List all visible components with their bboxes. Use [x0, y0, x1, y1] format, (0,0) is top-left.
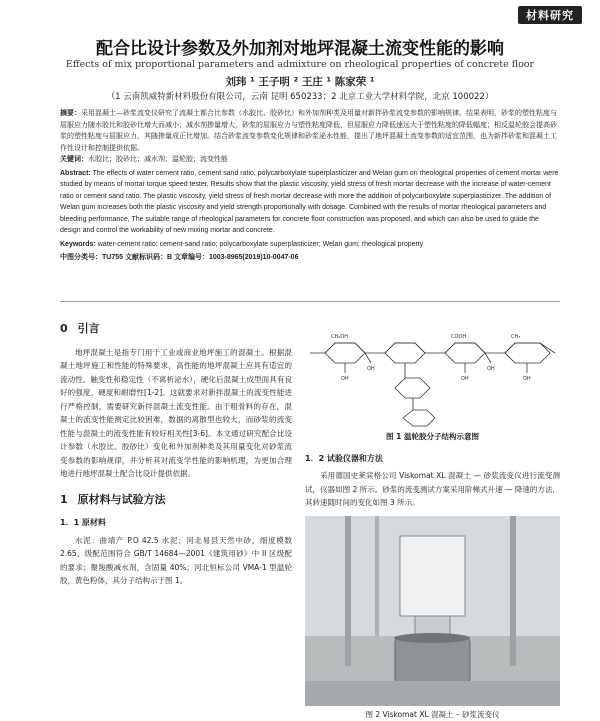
divider — [60, 301, 560, 302]
subsection-1-2-title: 1．2 试验仪器和方法 — [305, 452, 560, 466]
abstract-en — [60, 168, 560, 237]
keywords-zh — [60, 154, 560, 166]
section-0-number: 0 — [60, 322, 68, 335]
keywords-zh-label: 关键词： — [60, 155, 88, 163]
section-1-number: 1 — [60, 493, 68, 506]
section-0-title: 引言 — [78, 322, 100, 335]
intro-paragraph: 地坪混凝土是指专门用于工业或商业地坪施工的混凝土。根据混凝土地坪施工和性能的特殊要求，高性能的地坪混凝土应具有适宜的流动性、触变性和稳定性（不离析泌水），硬化后混凝土成型面具有良好的强度、硬度和耐磨性[1-2]。这就要求对新拌混凝土的流变性能进行严格控制，需要研究新拌混凝土流变性能。由于粗骨料的存在，混凝土的流变性能测定比较困难，数据的离散型也较大，而砂浆的流变性能与混凝土的流变性能有较好相关性[3-6]。本文通过研究配合比设计参数（水胶比、胶砂比）变化和外加剂种类及其用量变化对砂浆流变参数的影响规律，并分析其对流变学性能的影响机理，为更加合理地进行地坪混凝土配合比设计提供依据。 — [60, 346, 292, 481]
author-list: 刘玮 ¹ 王子明 ² 王庄 ¹ 陈家荣 ¹ — [0, 74, 600, 89]
classification-line: 中图分类号：TU755 文献标识码：B 文章编号：1003-8965(2019)10-0047-06 — [60, 252, 560, 264]
section-1-heading — [60, 493, 292, 507]
svg-text:OH: OH — [487, 366, 495, 372]
svg-text:OH: OH — [341, 376, 349, 382]
abstract-zh — [60, 108, 560, 154]
section-0-heading — [60, 322, 292, 336]
left-column — [60, 318, 292, 588]
keywords-en-label: Keywords: — [60, 241, 96, 248]
materials-paragraph: 水泥：曲靖产 P.O 42.5 水泥；河北易县天然中砂，细度模数 2.65，级配范围符合 GB/T 14684—2001《建筑用砂》中 II 区级配的要求；聚羧酸减水剂，含固量 40%；河北恒标公司 VMA-1 型温轮胶，黄色粉体，其分子结构示于图 1。 — [60, 534, 292, 588]
paper-title-zh: 配合比设计参数及外加剂对地坪混凝土流变性能的影响 — [0, 34, 600, 59]
abstract-zh-label: 摘要： — [60, 109, 81, 117]
abstract-en-text: The effects of water cement ratio, cement sand ratio, polycarboxylate superplasticizer and Welan gum on rheological properties of cement mortar were studied by means of mortar torque speed tester. Results show that the plastic viscosity, yield stress of fresh mortar decrease with the increase of water-cement ratio or cement sand ratio. The plastic viscosity, yield stress of fresh mortar decrease with more the addition of polycarboxylate superplasticizer. The addition of Welan gum increases both the plastic viscosity and yield strength proportionally with dosage. Combined with the results of mortar rheological parameters and bleeding performance, The suitable range of rheological parameters for concrete floor construction was proposed, and which can also be used to guide the design and control the workability of new mixing mortar and concrete. — [60, 170, 558, 235]
svg-text:CH₂OH: CH₂OH — [331, 334, 348, 340]
svg-text:OH: OH — [461, 376, 469, 382]
subsection-1-1-title: 1．1 原材料 — [60, 516, 292, 530]
paper-title-en: Effects of mix proportional parameters and admixture on rheological properties of concrete floor — [0, 59, 600, 70]
method-paragraph: 采用德国史莱宾格公司 Viskomat XL 混凝土 — 砂浆流变仪进行流变测试，仪器如图 2 所示。砂浆的流变测试方案采用阶梯式升速 — 降速的方法，其转速随时间的变化如图 3 所示。 — [305, 469, 560, 510]
right-column — [305, 318, 560, 721]
keywords-en — [60, 239, 560, 251]
abstract-block — [60, 108, 560, 264]
svg-text:CH₃: CH₃ — [511, 334, 520, 340]
svg-text:OH: OH — [523, 376, 531, 382]
welan-gum-structure-figure — [305, 318, 560, 428]
rheometer-photo — [305, 516, 560, 706]
svg-text:COOH: COOH — [451, 334, 466, 340]
affiliation: （1 云南凯威特新材料股份有限公司，云南 昆明 650233；2 北京工业大学材料学院，北京 100022） — [0, 90, 600, 102]
figure-2-caption: 图 2 Viskomat XL 混凝土 – 砂浆流变仪 — [305, 708, 560, 721]
section-tag: 材料研究 — [518, 6, 582, 24]
keywords-zh-text: 水胶比；胶砂比；减水剂；温轮胶；流变性能 — [88, 155, 228, 163]
figure-1-caption: 图 1 温轮胶分子结构示意图 — [305, 430, 560, 444]
abstract-zh-text: 采用混凝土—砂浆流变仪研究了流凝土都合比参数（水胶比、胶砂比）和外加剂种类及用量对新拌砂浆流变参数的影响规律。结果表明，砂浆的塑性粘度与屈服应力随水胶比和胶砂比增大而减小；减水剂掺量增大，砂浆的屈服应力与塑性粘度降低，但屈服应力降低速远大于塑性粘度的降低幅度；相反温轮胶会提高砂浆的塑性粘度与屈服应力，其随掺量成正比增加。结合砂浆流变参数变化规律和砂浆泌水性能，提出了地坪混凝土流变参数的适宜范围，也为新拌砂浆和混凝土工作性设计和控制提供依据。 — [60, 109, 557, 152]
keywords-en-text: water-cement ratio; cement-sand ratio; polycarboxylate superplasticizer; Welan gum; rheological property — [98, 241, 424, 248]
svg-text:OH: OH — [367, 366, 375, 372]
abstract-en-label: Abstract: — [60, 170, 91, 177]
section-1-title: 原材料与试验方法 — [78, 493, 166, 506]
